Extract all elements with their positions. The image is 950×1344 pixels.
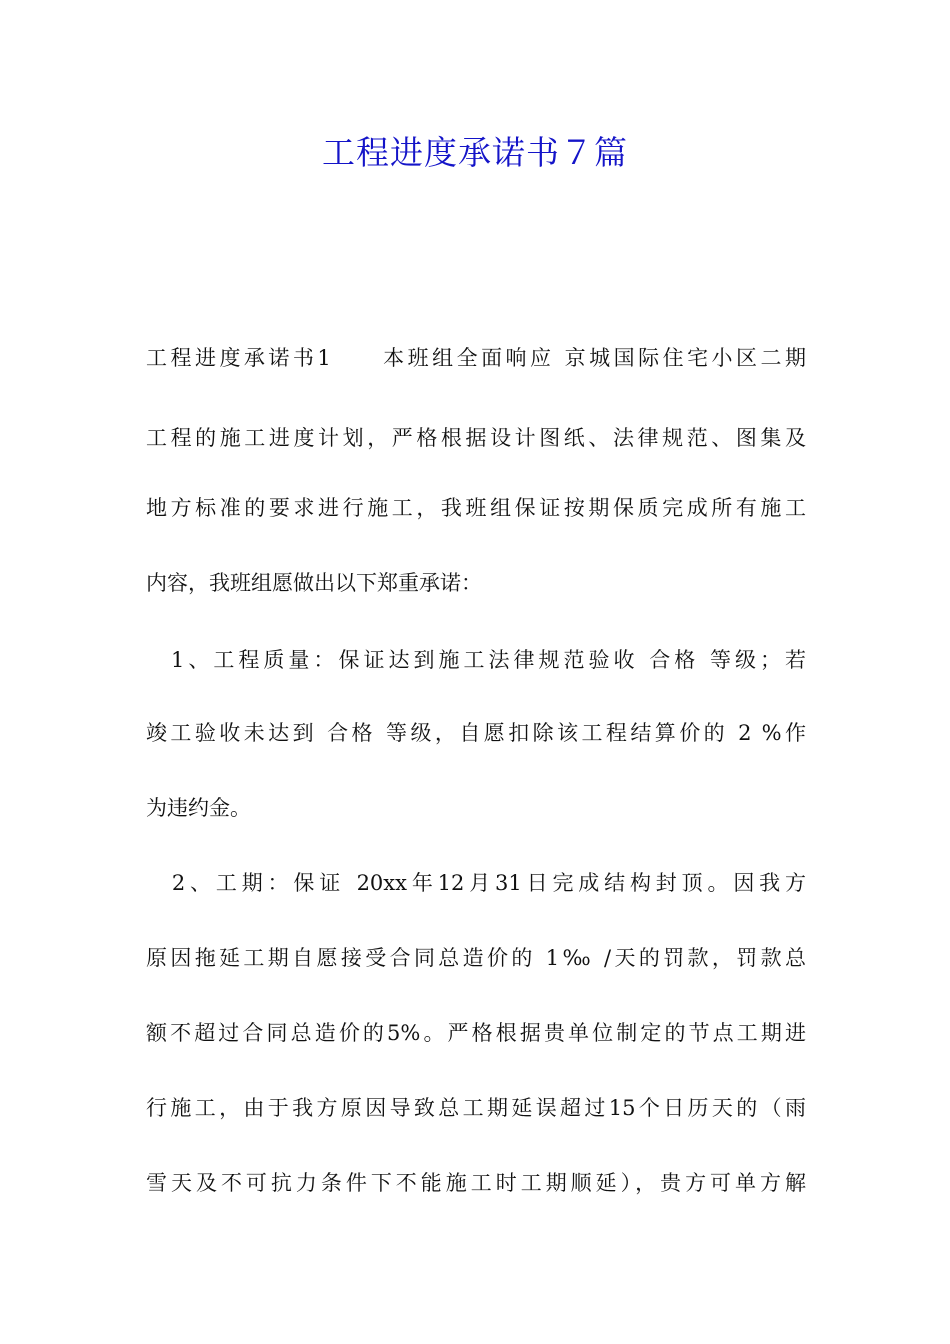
paragraph-line-11: 行施工，由于我方原因导致总工期延误超过15个日历天的（雨 bbox=[146, 1096, 806, 1120]
paragraph-line-6: 竣工验收未达到 合格 等级，自愿扣除该工程结算价的 2 %作 bbox=[146, 721, 806, 745]
document-title: 工程进度承诺书７篇 bbox=[322, 133, 628, 172]
paragraph-line-2: 工程的施工进度计划，严格根据设计图纸、法律规范、图集及 bbox=[146, 426, 806, 450]
paragraph-line-1: 工程进度承诺书1 本班组全面响应 京城国际住宅小区二期 bbox=[146, 346, 806, 370]
paragraph-line-7: 为违约金。 bbox=[146, 796, 251, 820]
paragraph-line-5: 1、工程质量：保证达到施工法律规范验收 合格 等级；若 bbox=[146, 648, 806, 672]
paragraph-line-3: 地方标准的要求进行施工，我班组保证按期保质完成所有施工 bbox=[146, 496, 806, 520]
paragraph-line-9: 原因拖延工期自愿接受合同总造价的 1‰ /天的罚款，罚款总 bbox=[146, 946, 806, 970]
paragraph-line-10: 额不超过合同总造价的5%。严格根据贵单位制定的节点工期进 bbox=[146, 1021, 806, 1045]
paragraph-line-12: 雪天及不可抗力条件下不能施工时工期顺延），贵方可单方解 bbox=[146, 1171, 806, 1195]
paragraph-line-4: 内容，我班组愿做出以下郑重承诺： bbox=[146, 571, 482, 595]
paragraph-line-8: 2、工期：保证 20xx年12月31日完成结构封顶。因我方 bbox=[146, 871, 806, 895]
